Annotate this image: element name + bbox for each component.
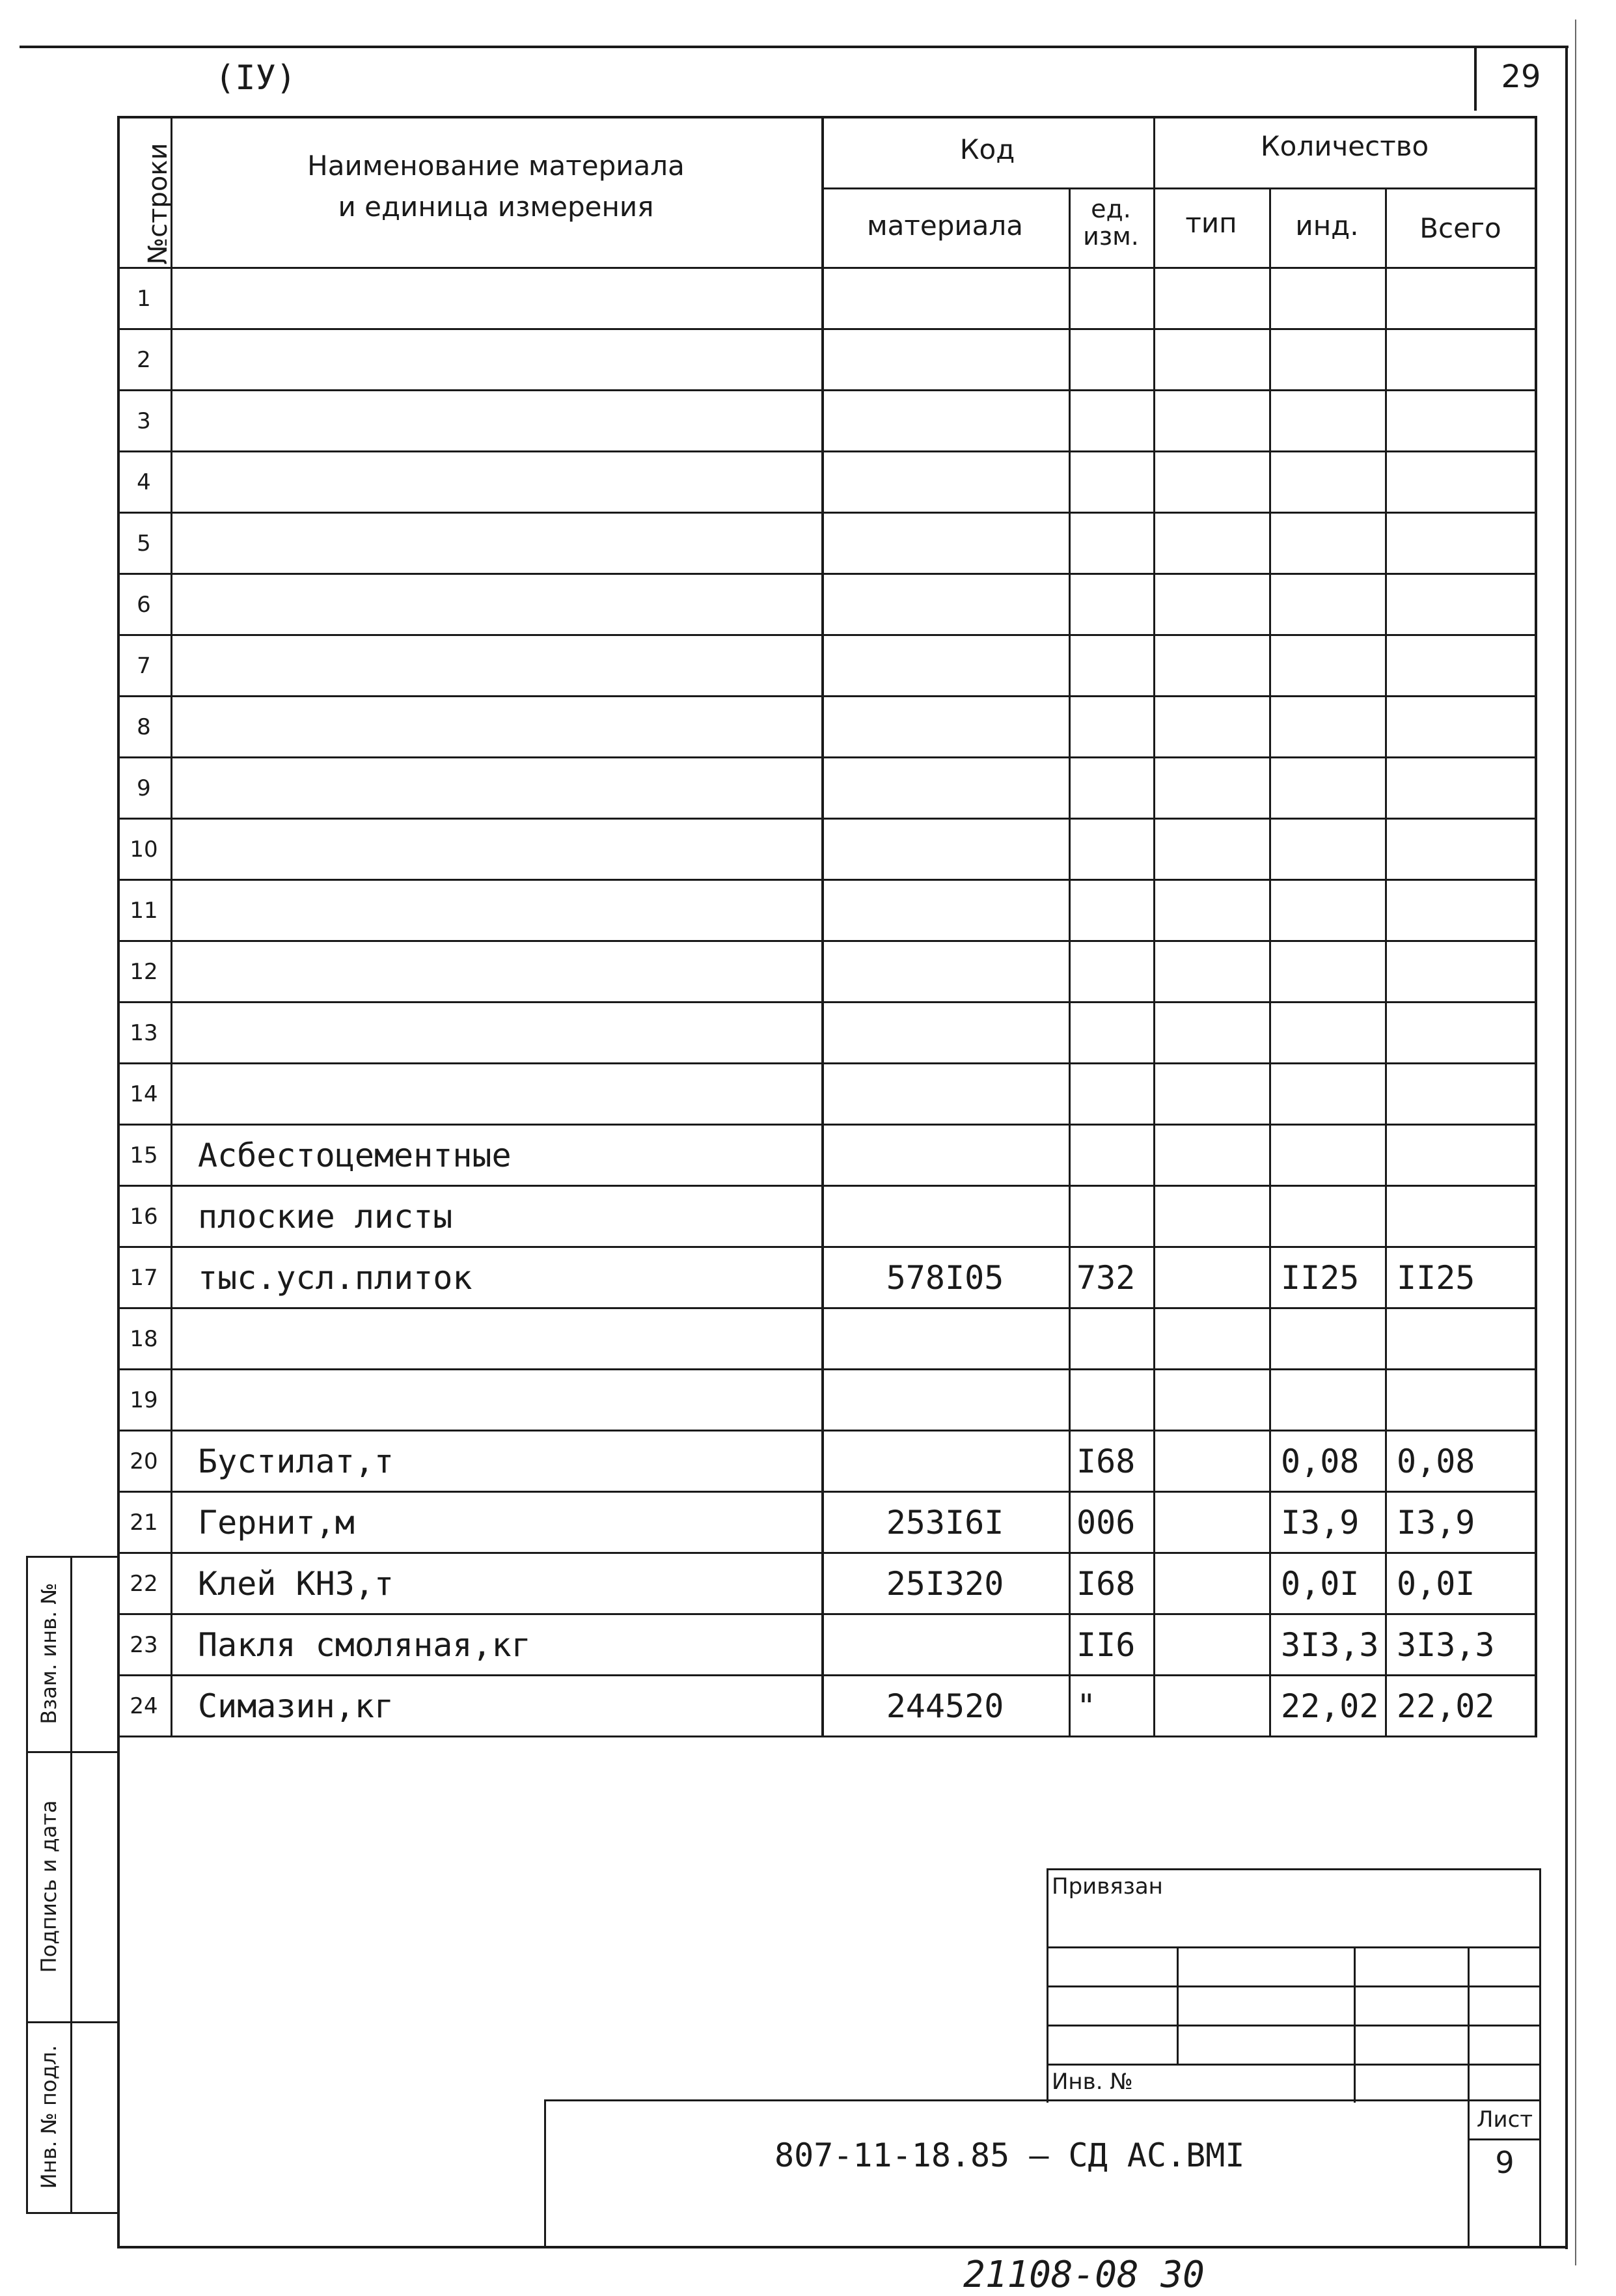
cell-mat: 253I6I — [886, 1503, 1004, 1542]
designation-box-top — [544, 2099, 1540, 2101]
cell-ind — [1269, 1003, 1385, 1062]
cell-total — [1385, 1064, 1536, 1124]
header-code-material: материала — [866, 210, 1023, 242]
cell-unit: 732 — [1076, 1258, 1136, 1297]
cell-unit — [1069, 575, 1153, 634]
cell-mat — [821, 452, 1069, 512]
cell-unit — [1069, 1370, 1153, 1430]
side-col-mid — [70, 1556, 72, 2213]
cell-ind — [1269, 452, 1385, 512]
cell-mat — [821, 1615, 1069, 1674]
header-mid-line — [821, 187, 1536, 189]
header-name-line1: Наименование материала — [307, 150, 685, 182]
cell-name: Пакля смоляная,кг — [198, 1625, 531, 1664]
cell-total — [1385, 514, 1536, 573]
cell-unit: II6 — [1076, 1625, 1136, 1664]
cell-typ — [1153, 514, 1269, 573]
cell-name — [171, 758, 821, 818]
cell-unit: " — [1076, 1687, 1097, 1725]
cell-total — [1385, 391, 1536, 450]
cell-unit — [1069, 269, 1153, 328]
cell-no: 3 — [137, 408, 151, 434]
cell-total — [1385, 1370, 1536, 1430]
cell-unit: I68 — [1076, 1442, 1136, 1480]
cell-mat — [821, 1309, 1069, 1368]
cell-typ — [1153, 1676, 1269, 1736]
cell-unit: I68 — [1076, 1564, 1136, 1603]
cell-total: II25 — [1397, 1258, 1475, 1297]
cell-mat — [821, 942, 1069, 1001]
cell-typ — [1153, 269, 1269, 328]
cell-no: 2 — [137, 346, 151, 373]
section-mark: (IУ) — [215, 59, 297, 98]
cell-total — [1385, 452, 1536, 512]
cell-name — [171, 1370, 821, 1430]
cell-name: тыс.усл.плиток — [198, 1258, 472, 1297]
cell-name — [171, 330, 821, 389]
cell-typ — [1153, 1064, 1269, 1124]
cell-no: 5 — [137, 530, 151, 557]
cell-name: Симазин,кг — [198, 1687, 394, 1725]
stamp-h2 — [1047, 1985, 1541, 1987]
cell-total — [1385, 1003, 1536, 1062]
cell-no: 6 — [137, 591, 151, 618]
cell-typ — [1153, 1187, 1269, 1246]
cell-typ — [1153, 881, 1269, 940]
cell-ind: II25 — [1281, 1258, 1360, 1297]
cell-typ — [1153, 1493, 1269, 1552]
cell-ind — [1269, 697, 1385, 756]
cell-mat — [821, 1187, 1069, 1246]
cell-no: 9 — [137, 775, 151, 801]
cell-name — [171, 636, 821, 695]
side-label-vzam: Взам. инв. № — [36, 1583, 61, 1724]
cell-no: 23 — [130, 1631, 158, 1658]
cell-name — [171, 269, 821, 328]
cell-typ — [1153, 697, 1269, 756]
cell-mat — [821, 1064, 1069, 1124]
cell-total — [1385, 820, 1536, 879]
cell-total — [1385, 697, 1536, 756]
cell-typ — [1153, 942, 1269, 1001]
cell-total: 0,08 — [1397, 1442, 1475, 1480]
edge-line-right — [1575, 20, 1576, 2265]
cell-typ — [1153, 575, 1269, 634]
cell-no: 13 — [130, 1019, 158, 1046]
cell-name: Гернит,м — [198, 1503, 355, 1542]
cell-unit — [1069, 452, 1153, 512]
cell-unit — [1069, 1126, 1153, 1185]
sheet-box-left — [1468, 2099, 1470, 2247]
cell-no: 12 — [130, 958, 158, 985]
cell-mat — [821, 881, 1069, 940]
cell-ind: 0,0I — [1281, 1564, 1360, 1603]
cell-mat — [821, 1432, 1069, 1491]
cell-name: плоские листы — [198, 1197, 453, 1236]
cell-total: 3I3,3 — [1397, 1625, 1495, 1664]
cell-mat: 578I05 — [886, 1258, 1004, 1297]
cell-unit — [1069, 636, 1153, 695]
cell-ind — [1269, 575, 1385, 634]
cell-name — [171, 1064, 821, 1124]
cell-typ — [1153, 636, 1269, 695]
cell-total — [1385, 575, 1536, 634]
cell-mat — [821, 636, 1069, 695]
stamp-sheet-value: 9 — [1495, 2145, 1514, 2180]
cell-unit — [1069, 1003, 1153, 1062]
header-name — [171, 150, 821, 223]
cell-ind — [1269, 391, 1385, 450]
cell-mat — [821, 1003, 1069, 1062]
stamp-v2 — [1354, 1946, 1356, 2103]
cell-total — [1385, 1126, 1536, 1185]
cell-ind: I3,9 — [1281, 1503, 1360, 1542]
cell-ind — [1269, 1126, 1385, 1185]
stamp-top — [1047, 1868, 1541, 1870]
stamp-right — [1539, 1868, 1541, 2246]
cell-total — [1385, 1309, 1536, 1368]
cell-no: 4 — [137, 469, 151, 495]
cell-typ — [1153, 452, 1269, 512]
cell-unit — [1069, 758, 1153, 818]
cell-typ — [1153, 1248, 1269, 1307]
stamp-inv-no: Инв. № — [1052, 2069, 1133, 2095]
cell-unit — [1069, 697, 1153, 756]
cell-no: 1 — [137, 285, 151, 312]
cell-typ — [1153, 330, 1269, 389]
cell-total — [1385, 942, 1536, 1001]
header-qty-type: тип — [1185, 207, 1237, 239]
cell-name — [171, 1003, 821, 1062]
cell-total: 22,02 — [1397, 1687, 1495, 1725]
stamp-privyazan: Привязан — [1052, 1874, 1163, 1900]
cell-name — [171, 575, 821, 634]
cell-ind — [1269, 514, 1385, 573]
cell-name — [171, 942, 821, 1001]
cell-unit — [1069, 330, 1153, 389]
cell-unit — [1069, 1064, 1153, 1124]
side-label-podpis: Подпись и дата — [36, 1800, 61, 1973]
cell-unit — [1069, 881, 1153, 940]
cell-no: 14 — [130, 1081, 158, 1107]
cell-unit — [1069, 942, 1153, 1001]
cell-no: 20 — [130, 1448, 158, 1474]
cell-ind: 3I3,3 — [1281, 1625, 1379, 1664]
cell-typ — [1153, 1554, 1269, 1613]
header-code-unit — [1069, 195, 1153, 250]
frame-bottom — [117, 2246, 1567, 2248]
cell-mat — [821, 1126, 1069, 1185]
cell-mat — [821, 391, 1069, 450]
cell-name — [171, 1309, 821, 1368]
cell-typ — [1153, 391, 1269, 450]
bottom-code: 21108-08 30 — [963, 2254, 1205, 2296]
cell-name: Бустилат,т — [198, 1442, 394, 1480]
cell-ind — [1269, 269, 1385, 328]
row-line — [117, 1736, 1537, 1737]
cell-unit — [1069, 391, 1153, 450]
side-col-left — [26, 1556, 28, 2213]
cell-unit: 006 — [1076, 1503, 1136, 1542]
cell-no: 17 — [130, 1264, 158, 1291]
header-name-line2: и единица измерения — [338, 191, 654, 223]
cell-name — [171, 452, 821, 512]
cell-total — [1385, 269, 1536, 328]
cell-name — [171, 820, 821, 879]
cell-mat — [821, 1370, 1069, 1430]
cell-no: 10 — [130, 836, 158, 863]
side-label-inv-podl: Инв. № подл. — [36, 2045, 61, 2189]
cell-name — [171, 697, 821, 756]
cell-typ — [1153, 1432, 1269, 1491]
cell-ind — [1269, 1370, 1385, 1430]
cell-name — [171, 514, 821, 573]
cell-ind — [1269, 942, 1385, 1001]
cell-unit — [1069, 1187, 1153, 1246]
stamp-v1 — [1177, 1946, 1179, 2064]
header-code: Код — [959, 133, 1015, 165]
cell-ind: 22,02 — [1281, 1687, 1379, 1725]
cell-ind — [1269, 1064, 1385, 1124]
cell-total — [1385, 1187, 1536, 1246]
cell-no: 11 — [130, 897, 158, 924]
cell-total: 0,0I — [1397, 1564, 1475, 1603]
designation-box-left — [544, 2099, 546, 2247]
cell-no: 22 — [130, 1570, 158, 1597]
stamp-v3 — [1468, 1946, 1470, 2103]
cell-mat — [821, 758, 1069, 818]
cell-unit — [1069, 820, 1153, 879]
cell-typ — [1153, 1615, 1269, 1674]
cell-total — [1385, 636, 1536, 695]
top-rule — [20, 46, 1568, 48]
cell-total: I3,9 — [1397, 1503, 1475, 1542]
stamp-designation: 807-11-18.85 — СД АС.ВМI — [774, 2137, 1245, 2174]
cell-no: 15 — [130, 1142, 158, 1169]
cell-no: 19 — [130, 1387, 158, 1413]
cell-unit — [1069, 1309, 1153, 1368]
header-top-line — [117, 116, 1536, 118]
cell-typ — [1153, 1003, 1269, 1062]
header-code-unit-line1: ед. — [1091, 195, 1131, 223]
cell-name — [171, 391, 821, 450]
stamp-h1 — [1047, 1946, 1541, 1948]
header-code-unit-line2: изм. — [1083, 222, 1139, 251]
cell-no: 8 — [137, 713, 151, 740]
stamp-h3 — [1047, 2025, 1541, 2026]
header-qty-total: Всего — [1419, 212, 1501, 244]
cell-name: Клей КН3,т — [198, 1564, 394, 1603]
cell-ind — [1269, 636, 1385, 695]
sheet-box-mid — [1468, 2138, 1541, 2140]
cell-no: 16 — [130, 1203, 158, 1230]
cell-typ — [1153, 1370, 1269, 1430]
cell-typ — [1153, 820, 1269, 879]
cell-no: 7 — [137, 652, 151, 679]
cell-ind — [1269, 820, 1385, 879]
cell-total — [1385, 330, 1536, 389]
header-qty-ind: инд. — [1295, 210, 1359, 242]
cell-ind — [1269, 1309, 1385, 1368]
cell-mat — [821, 820, 1069, 879]
cell-mat: 244520 — [886, 1687, 1004, 1725]
page-number-box-left — [1474, 46, 1477, 111]
cell-ind — [1269, 758, 1385, 818]
cell-no: 24 — [130, 1693, 158, 1719]
cell-ind — [1269, 1187, 1385, 1246]
cell-mat — [821, 575, 1069, 634]
stamp-sheet-label: Лист — [1476, 2107, 1533, 2133]
cell-name: Асбестоцементные — [198, 1136, 512, 1174]
cell-ind — [1269, 881, 1385, 940]
cell-ind: 0,08 — [1281, 1442, 1360, 1480]
header-row-no: №строки — [143, 143, 173, 265]
cell-typ — [1153, 1309, 1269, 1368]
cell-typ — [1153, 758, 1269, 818]
cell-name — [171, 881, 821, 940]
cell-mat: 25I320 — [886, 1564, 1004, 1603]
cell-mat — [821, 697, 1069, 756]
cell-typ — [1153, 1126, 1269, 1185]
cell-no: 18 — [130, 1325, 158, 1352]
frame-right — [1565, 46, 1568, 2249]
cell-total — [1385, 881, 1536, 940]
cell-total — [1385, 758, 1536, 818]
cell-mat — [821, 514, 1069, 573]
header-quantity: Количество — [1260, 130, 1429, 162]
cell-no: 21 — [130, 1509, 158, 1536]
stamp-h4 — [1047, 2064, 1541, 2066]
cell-ind — [1269, 330, 1385, 389]
cell-mat — [821, 269, 1069, 328]
cell-unit — [1069, 514, 1153, 573]
page-number: 29 — [1501, 59, 1541, 95]
cell-mat — [821, 330, 1069, 389]
